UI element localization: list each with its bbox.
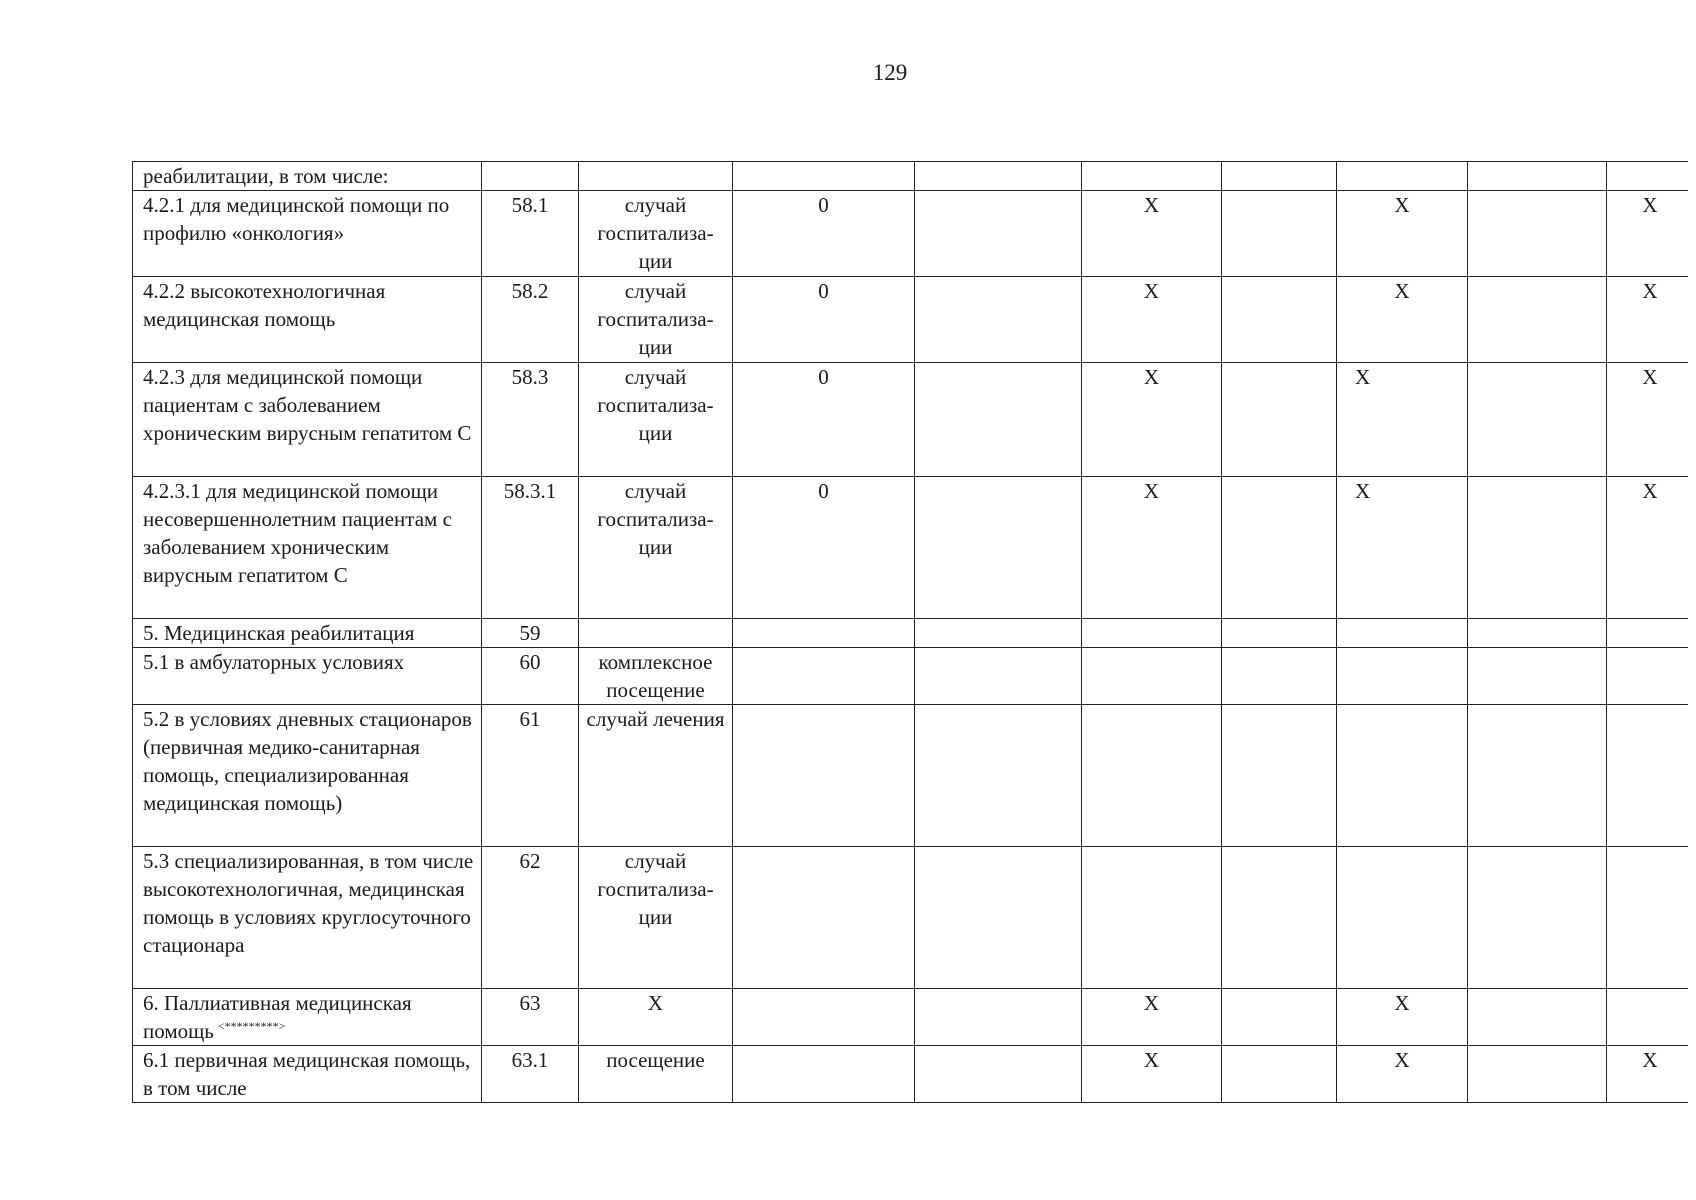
row-unit: случай госпитализа-ции bbox=[579, 477, 733, 619]
row-unit: случай госпитализа-ции bbox=[579, 277, 733, 363]
row-col10: X bbox=[1607, 277, 1688, 363]
row-col6: X bbox=[1082, 477, 1222, 619]
row-unit: посещение bbox=[579, 1046, 733, 1103]
row-unit: случай лечения bbox=[579, 705, 733, 847]
row-col6: X bbox=[1082, 191, 1222, 277]
row-value: 0 bbox=[733, 477, 915, 619]
row-col5 bbox=[915, 191, 1082, 277]
row-col8: X bbox=[1337, 1046, 1468, 1103]
row-col9 bbox=[1468, 191, 1607, 277]
row-name: реабилитации, в том числе: bbox=[133, 162, 482, 191]
row-unit bbox=[579, 162, 733, 191]
row-name: 4.2.3.1 для медицинской помощи несовершеннолетним пациентам с заболеванием хроническим вирусным гепатитом С bbox=[133, 477, 482, 619]
row-name-text: 6. Паллиативная медицинская помощь bbox=[143, 991, 412, 1043]
row-col9 bbox=[1468, 648, 1607, 705]
row-col10 bbox=[1607, 619, 1688, 648]
page-number: 129 bbox=[872, 60, 908, 85]
row-col5 bbox=[915, 1046, 1082, 1103]
row-value: 0 bbox=[733, 363, 915, 477]
row-col8: X bbox=[1337, 191, 1468, 277]
row-unit: случай госпитализа-ции bbox=[579, 363, 733, 477]
row-col10: X bbox=[1607, 477, 1688, 619]
row-col7 bbox=[1222, 363, 1337, 477]
row-code bbox=[482, 162, 579, 191]
row-col10 bbox=[1607, 648, 1688, 705]
row-col6 bbox=[1082, 162, 1222, 191]
row-col6 bbox=[1082, 648, 1222, 705]
row-col8 bbox=[1337, 847, 1468, 989]
row-col10: X bbox=[1607, 191, 1688, 277]
row-name: 5.1 в амбулаторных условиях bbox=[133, 648, 482, 705]
row-code: 61 bbox=[482, 705, 579, 847]
row-col10 bbox=[1607, 989, 1688, 1046]
row-col9 bbox=[1468, 705, 1607, 847]
row-code: 63 bbox=[482, 989, 579, 1046]
statistics-table bbox=[132, 161, 1688, 1103]
row-col5 bbox=[915, 277, 1082, 363]
row-col9 bbox=[1468, 1046, 1607, 1103]
row-col6 bbox=[1082, 705, 1222, 847]
table-row bbox=[133, 705, 1688, 847]
row-col6: X bbox=[1082, 277, 1222, 363]
row-col7 bbox=[1222, 989, 1337, 1046]
row-col6 bbox=[1082, 847, 1222, 989]
row-unit: комплексное посещение bbox=[579, 648, 733, 705]
row-name: 6.1 первичная медицинская помощь, в том числе bbox=[133, 1046, 482, 1103]
row-col7 bbox=[1222, 277, 1337, 363]
row-col5 bbox=[915, 619, 1082, 648]
row-col7 bbox=[1222, 477, 1337, 619]
row-value: 0 bbox=[733, 191, 915, 277]
table-row bbox=[133, 191, 1688, 277]
row-col7 bbox=[1222, 619, 1337, 648]
row-col7 bbox=[1222, 162, 1337, 191]
row-col9 bbox=[1468, 619, 1607, 648]
row-value: 0 bbox=[733, 277, 915, 363]
table-row bbox=[133, 363, 1688, 477]
row-value bbox=[733, 648, 915, 705]
row-value bbox=[733, 705, 915, 847]
row-code: 59 bbox=[482, 619, 579, 648]
row-code: 63.1 bbox=[482, 1046, 579, 1103]
row-col10: X bbox=[1607, 1046, 1688, 1103]
row-col7 bbox=[1222, 1046, 1337, 1103]
row-name: 4.2.1 для медицинской помощи по профилю «онкология» bbox=[133, 191, 482, 277]
row-col8: X bbox=[1337, 477, 1468, 619]
row-col6: X bbox=[1082, 989, 1222, 1046]
row-name: 4.2.3 для медицинской помощи пациентам с заболеванием хроническим вирусным гепатитом С bbox=[133, 363, 482, 477]
row-name bbox=[133, 989, 482, 1046]
row-col8 bbox=[1337, 162, 1468, 191]
row-code: 58.3 bbox=[482, 363, 579, 477]
row-col5 bbox=[915, 648, 1082, 705]
row-value bbox=[733, 162, 915, 191]
row-col8 bbox=[1337, 619, 1468, 648]
row-name: 5. Медицинская реабилитация bbox=[133, 619, 482, 648]
row-code: 58.2 bbox=[482, 277, 579, 363]
row-col8: X bbox=[1337, 363, 1468, 477]
row-col5 bbox=[915, 477, 1082, 619]
row-code: 58.3.1 bbox=[482, 477, 579, 619]
row-unit: X bbox=[579, 989, 733, 1046]
row-value bbox=[733, 989, 915, 1046]
row-col10 bbox=[1607, 705, 1688, 847]
table-row bbox=[133, 619, 1688, 648]
row-value bbox=[733, 847, 915, 989]
row-unit: случай госпитализа-ции bbox=[579, 847, 733, 989]
row-col9 bbox=[1468, 277, 1607, 363]
row-col9 bbox=[1468, 363, 1607, 477]
row-unit bbox=[579, 619, 733, 648]
row-col6 bbox=[1082, 619, 1222, 648]
row-col5 bbox=[915, 705, 1082, 847]
row-col8 bbox=[1337, 648, 1468, 705]
table-row bbox=[133, 1046, 1688, 1103]
row-col7 bbox=[1222, 191, 1337, 277]
table-row bbox=[133, 989, 1688, 1046]
row-code: 58.1 bbox=[482, 191, 579, 277]
row-col8: X bbox=[1337, 989, 1468, 1046]
row-col10: X bbox=[1607, 363, 1688, 477]
table-row bbox=[133, 648, 1688, 705]
row-col8 bbox=[1337, 705, 1468, 847]
table-row bbox=[133, 847, 1688, 989]
row-col6: X bbox=[1082, 363, 1222, 477]
row-name: 5.3 специализированная, в том числе высокотехнологичная, медицинская помощь в условиях круглосуточного стационара bbox=[133, 847, 482, 989]
row-name: 5.2 в условиях дневных стационаров (первичная медико-санитарная помощь, специализированная медицинская помощь) bbox=[133, 705, 482, 847]
row-value bbox=[733, 619, 915, 648]
row-code: 60 bbox=[482, 648, 579, 705]
row-col7 bbox=[1222, 648, 1337, 705]
table-row bbox=[133, 162, 1688, 191]
row-name: 4.2.2 высокотехнологичная медицинская помощь bbox=[133, 277, 482, 363]
footnote-marker: <*********> bbox=[217, 1019, 286, 1033]
row-col9 bbox=[1468, 847, 1607, 989]
row-col9 bbox=[1468, 989, 1607, 1046]
row-col5 bbox=[915, 847, 1082, 989]
row-col7 bbox=[1222, 705, 1337, 847]
row-col5 bbox=[915, 989, 1082, 1046]
row-col8: X bbox=[1337, 277, 1468, 363]
row-col10 bbox=[1607, 847, 1688, 989]
row-unit: случай госпитализа-ции bbox=[579, 191, 733, 277]
table-row bbox=[133, 477, 1688, 619]
row-col6: X bbox=[1082, 1046, 1222, 1103]
row-col5 bbox=[915, 162, 1082, 191]
table-row bbox=[133, 277, 1688, 363]
row-col10 bbox=[1607, 162, 1688, 191]
row-col7 bbox=[1222, 847, 1337, 989]
row-col5 bbox=[915, 363, 1082, 477]
row-col9 bbox=[1468, 162, 1607, 191]
row-col9 bbox=[1468, 477, 1607, 619]
row-value bbox=[733, 1046, 915, 1103]
row-code: 62 bbox=[482, 847, 579, 989]
